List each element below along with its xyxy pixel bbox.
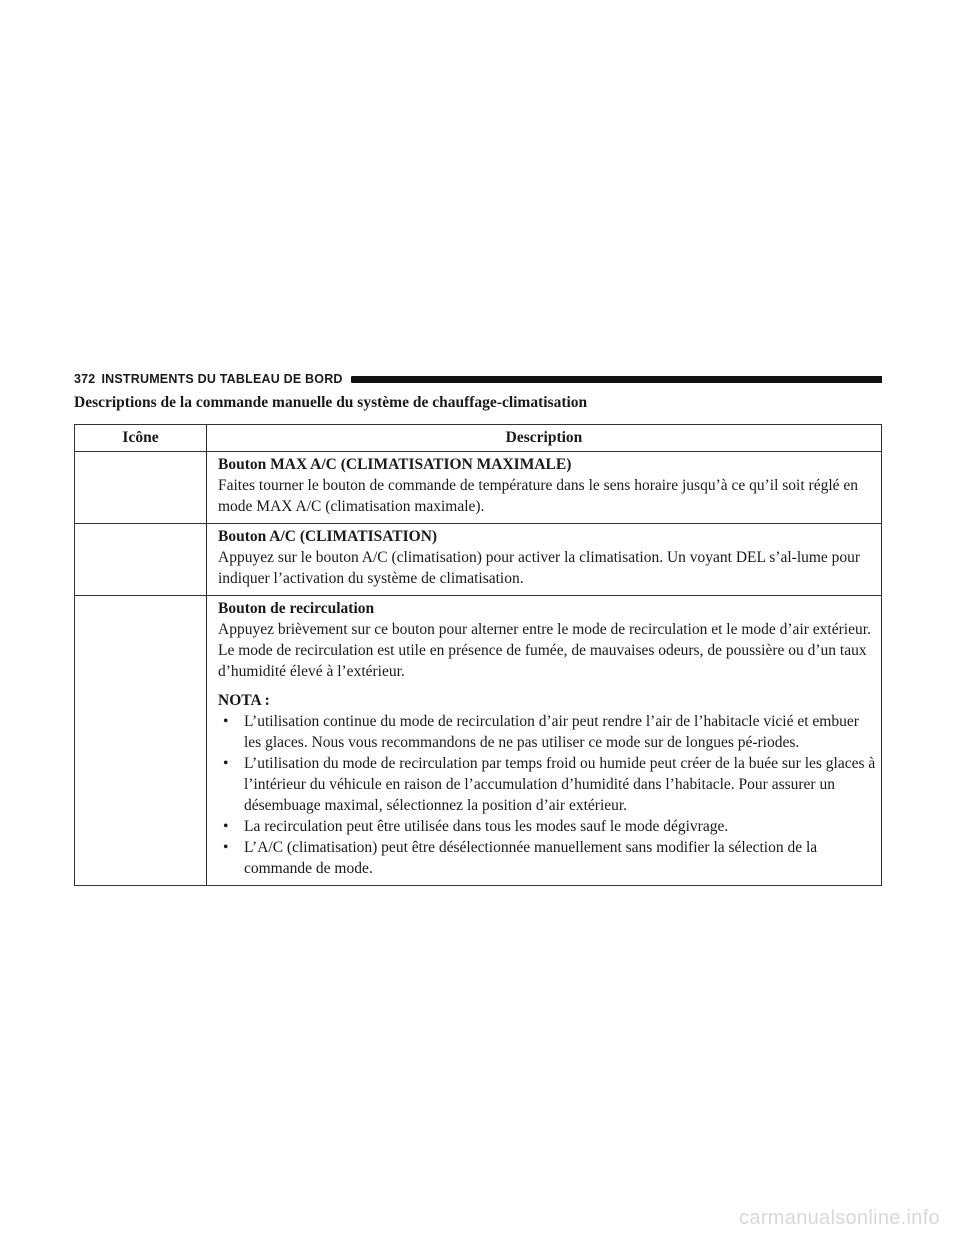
row-title: Bouton MAX A/C (CLIMATISATION MAXIMALE) [218, 456, 572, 473]
row-text: Faites tourner le bouton de commande de température dans le sens horaire jusqu’à ce qu’il soit réglé en mode MAX A/C (climatisation maximale). [218, 477, 859, 515]
header-rule [351, 376, 882, 383]
row-title: Bouton de recirculation [218, 600, 375, 617]
controls-table [74, 424, 882, 886]
note-label: NOTA : [218, 692, 270, 709]
icon-column-header: Icône [75, 425, 207, 452]
description-column-header: Description [207, 425, 882, 452]
page-number: 372 [74, 372, 96, 386]
watermark-logo: carmanualsonline.info [739, 1207, 940, 1229]
table-row-max-ac [75, 452, 882, 524]
table-header-row [75, 425, 882, 452]
list-item: • L’utilisation continue du mode de recirculation d’air peut rendre l’air de l’habitacle vicié et embuer les glaces. Nous vous recommandons de ne pas utiliser ce mode sur de longues pé-riodes. [218, 711, 877, 753]
table-title: Descriptions de la commande manuelle du système de chauffage-climatisation [74, 394, 588, 411]
list-item: • L’utilisation du mode de recirculation par temps froid ou humide peut créer de la buée sur les glaces à l’intérieur du véhicule en raison de l’accumulation d’humidité dans l’habitacle. Pour assurer un désembuage maximal, sélectionnez la position d’air extérieur. [218, 753, 877, 816]
section-name: INSTRUMENTS DU TABLEAU DE BORD [101, 372, 343, 386]
row-text: Appuyez brièvement sur ce bouton pour alterner entre le mode de recirculation et le mode d’air extérieur. Le mode de recirculation est utile en présence de fumée, de mauvaises odeurs, de poussière ou d’un taux d’humidité élevé à l’extérieur. [218, 621, 871, 680]
description-cell-ac [207, 524, 882, 596]
row-text: Appuyez sur le bouton A/C (climatisation) pour activer la climatisation. Un voyant DEL s’al-lume pour indiquer l’activation du système de climatisation. [218, 549, 861, 587]
description-cell-max-ac [207, 452, 882, 524]
list-item: • La recirculation peut être utilisée dans tous les modes sauf le mode dégivrage. [218, 816, 877, 837]
icon-cell-ac [75, 524, 207, 596]
list-item: • L’A/C (climatisation) peut être désélectionnée manuellement sans modifier la sélection de la commande de mode. [218, 837, 877, 879]
icon-cell-recirculation [75, 596, 207, 886]
icon-cell-max-ac [75, 452, 207, 524]
row-title: Bouton A/C (CLIMATISATION) [218, 528, 438, 545]
description-cell-recirculation [207, 596, 882, 886]
table-row-ac [75, 524, 882, 596]
page-header [74, 371, 882, 387]
table-row-recirculation [75, 596, 882, 886]
notes-list [218, 711, 877, 879]
